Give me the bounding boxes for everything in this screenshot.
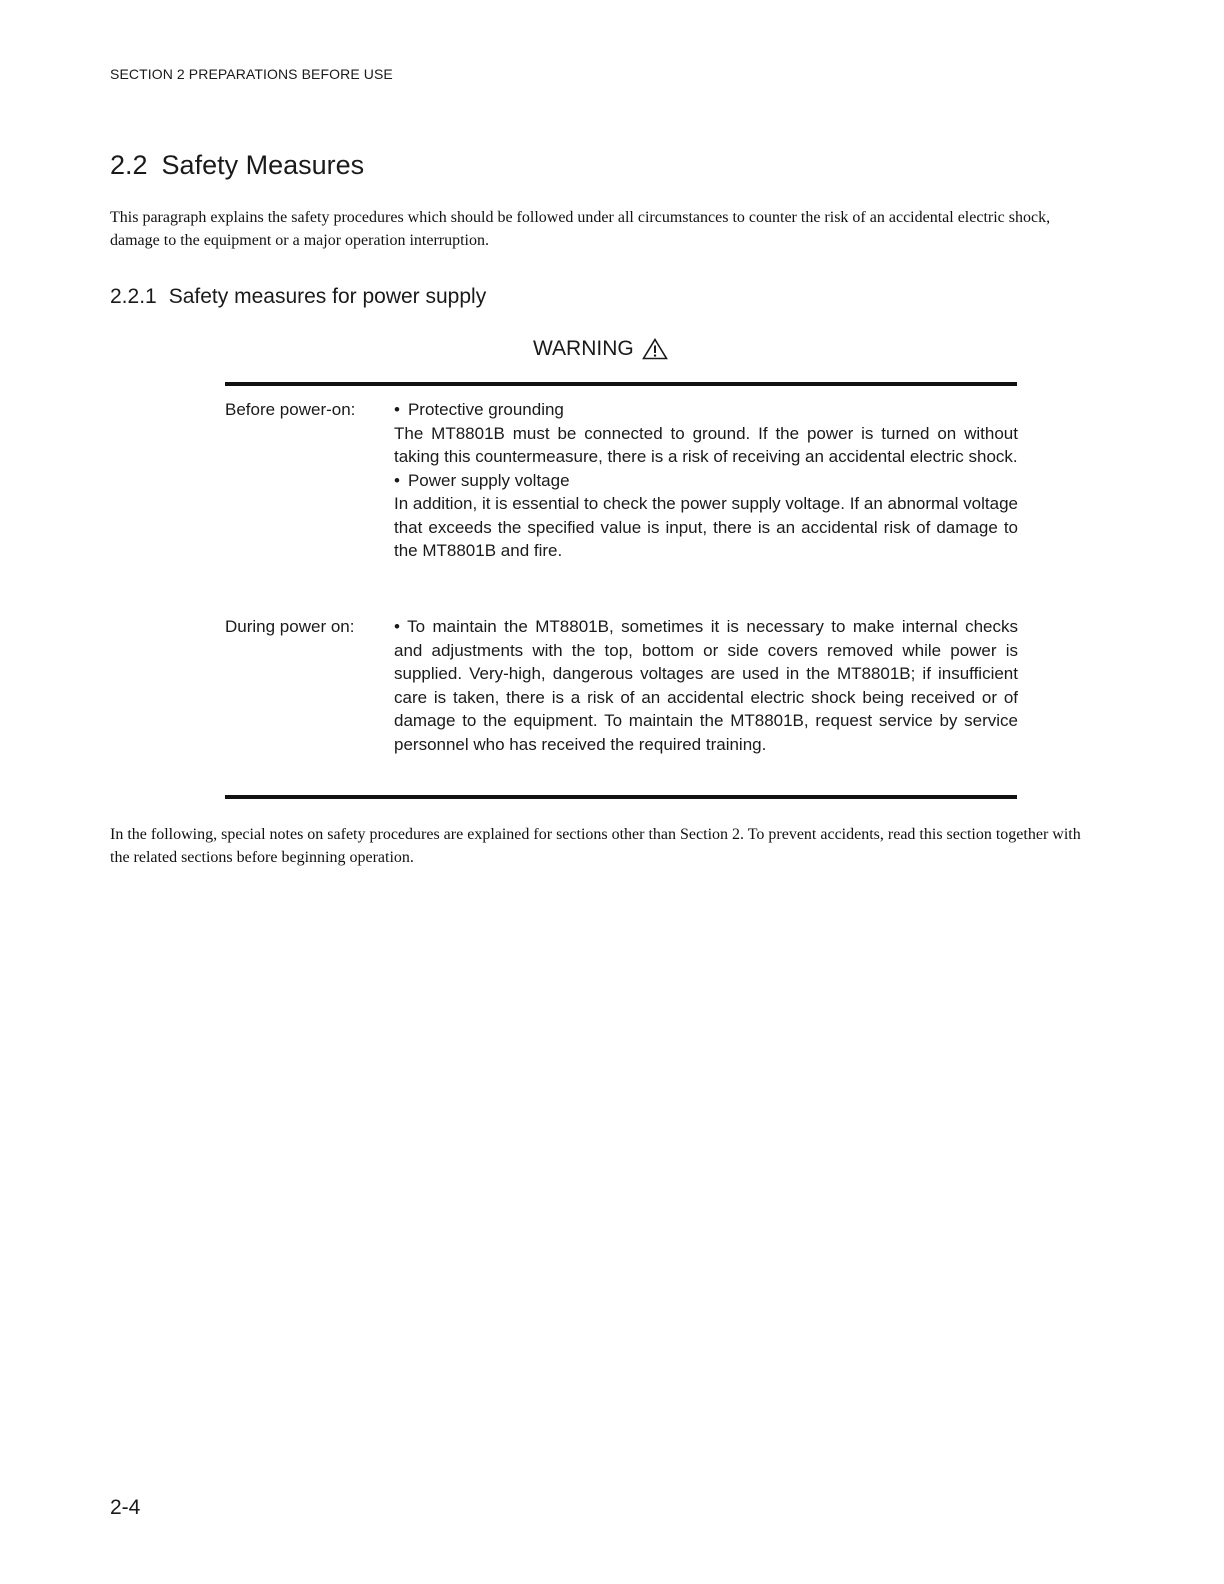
section-heading	[110, 150, 364, 181]
section-intro-paragraph: This paragraph explains the safety procedures which should be followed under all circumstances to counter the risk of an accidental electric shock, damage to the equipment or a major operation interruption.	[110, 209, 1051, 249]
bullet-title: Power supply voltage	[407, 470, 570, 490]
bullet-icon: •	[394, 617, 400, 636]
bullet-title: Protective grounding	[407, 400, 564, 419]
warning-bottom-rule	[225, 795, 1017, 799]
during-power-on-label: During power on:	[225, 617, 355, 636]
protective-grounding-text: The MT8801B must be connected to ground. If the power is turned on without taking this countermeasure, there is a risk of receiving an accidental electric shock.	[394, 423, 1018, 466]
subsection-heading	[110, 285, 486, 309]
page-number: 2-4	[110, 1496, 141, 1519]
section-title: Safety Measures	[161, 150, 365, 180]
bullet-icon: •	[394, 470, 400, 490]
warning-label: WARNING	[533, 337, 634, 360]
closing-paragraph: In the following, special notes on safety procedures are explained for sections other than Section 2. To prevent accidents, read this section together with the related sections before beginning operation.	[110, 826, 1081, 866]
warning-heading	[533, 337, 668, 361]
section-number: 2.2	[110, 150, 148, 180]
subsection-number: 2.2.1	[110, 285, 157, 308]
bullet-power-supply-voltage	[394, 469, 1018, 493]
before-power-on-label: Before power-on:	[225, 400, 356, 419]
bullet-icon: •	[394, 400, 400, 419]
warning-triangle-icon	[642, 338, 668, 360]
during-power-on-content	[394, 615, 1018, 756]
before-power-on-content	[394, 398, 1018, 563]
running-header: SECTION 2 PREPARATIONS BEFORE USE	[110, 66, 393, 82]
during-power-on-text: To maintain the MT8801B, sometimes it is necessary to make internal checks and adjustments with the top, bottom or side covers removed while power is supplied. Very-high, dangerous voltages are used in the MT8801B; if insufficient care is taken, there is a risk of an accidental electric shock being received or of damage to the equipment. To maintain the MT8801B, request service by service personnel who has received the required training.	[394, 617, 1018, 754]
subsection-title: Safety measures for power supply	[168, 285, 487, 308]
bullet-protective-grounding	[394, 398, 1018, 422]
power-supply-voltage-text: In addition, it is essential to check the power supply voltage. If an abnormal voltage that exceeds the specified value is input, there is an accidental risk of damage to the MT8801B and fire.	[394, 494, 1018, 560]
warning-top-rule	[225, 382, 1017, 386]
